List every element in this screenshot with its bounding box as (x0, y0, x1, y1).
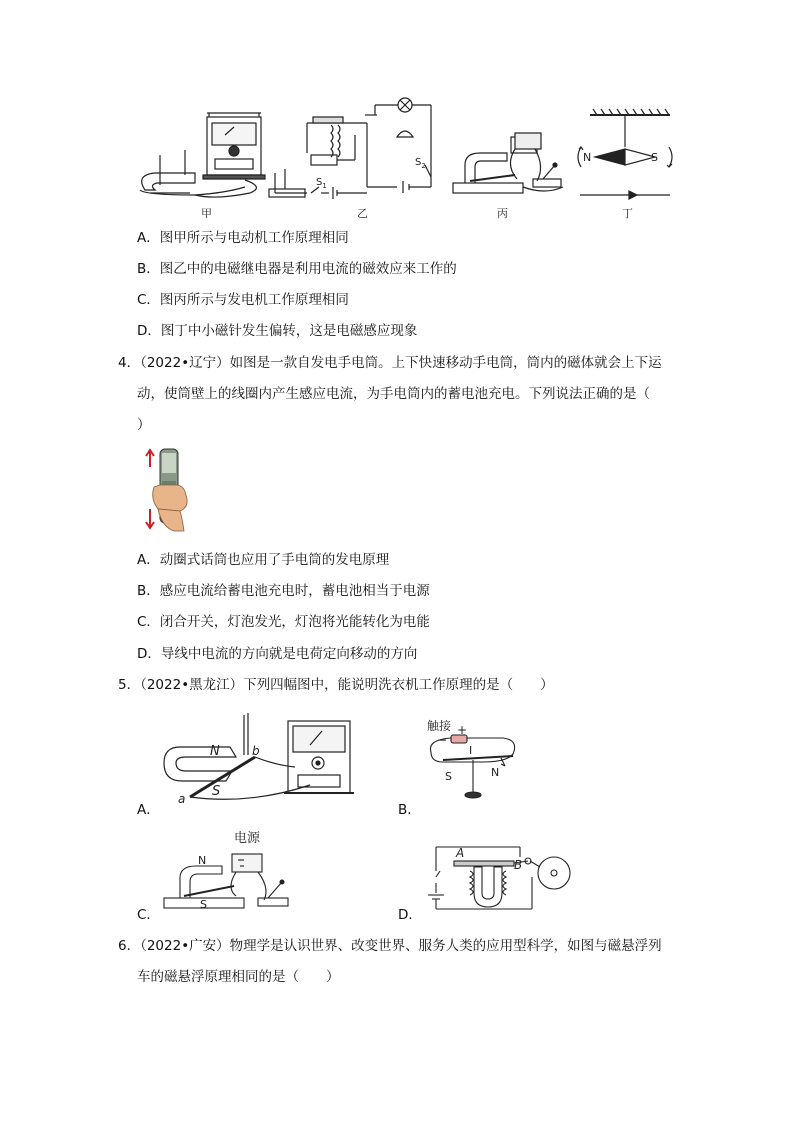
figure-label-jia: 甲 (201, 207, 212, 220)
fig-c-s-label: S (200, 898, 207, 911)
figure-label-ding: 丁 (622, 207, 633, 220)
q3-figures (135, 95, 695, 225)
compass-s-label: S (651, 151, 658, 164)
figure-bing (453, 133, 563, 193)
q4-option-a: A．动圈式话筒也应用了手电筒的发电原理 (137, 552, 390, 568)
q5-figure-a-svg (160, 705, 370, 805)
figure-yi (269, 98, 431, 199)
q6-stem-line-1: 6．（2022•广安）物理学是认识世界、改变世界、服务人类的应用型科学，如图与磁悬浮列 (118, 938, 662, 954)
q5-figure-b-svg (423, 719, 533, 802)
q4-stem-line-1: 4．（2022•辽宁）如图是一款自发电手电筒。上下快速移动手电筒，筒内的磁体就会上下运 (118, 355, 662, 371)
q5-figure-c-svg (160, 828, 300, 916)
figure-label-yi: 乙 (357, 207, 368, 220)
flashlight-hand-image (140, 447, 200, 533)
q5-figure-d-svg (420, 837, 580, 917)
fig-b-minus-label: − (437, 733, 448, 747)
fig-d-b-label: B (514, 858, 523, 872)
q3-option-d: D．图丁中小磁针发生偏转，这是电磁感应现象 (137, 323, 418, 339)
figure-jia (140, 113, 265, 197)
q5-option-c-letter: C． (137, 907, 160, 923)
fig-b-touch-label: 触接 (427, 719, 452, 733)
fig-b-n-label: N (491, 766, 500, 779)
q5-figure-a (160, 705, 370, 805)
q3-figure-row (135, 95, 695, 225)
fig-a-a-label: a (178, 792, 186, 806)
q5-figure-d (420, 837, 580, 917)
fig-c-n-label: N (198, 854, 207, 867)
q4-option-d: D．导线中电流的方向就是电荷定向移动的方向 (137, 646, 418, 662)
q5-figure-c (160, 828, 300, 916)
fig-c-power-label: 电源 (234, 831, 261, 846)
q5-option-a-letter: A． (137, 802, 160, 818)
fig-b-plus-label: + (457, 723, 468, 737)
figure-label-bing: 丙 (497, 207, 508, 220)
fig-a-n-label: N (210, 744, 220, 759)
q3-option-c: C．图丙所示与发电机工作原理相同 (137, 292, 349, 308)
q4-option-c: C．闭合开关，灯泡发光，灯泡将光能转化为电能 (137, 614, 430, 630)
fig-b-current-label: I (469, 744, 473, 757)
q3-option-a: A．图甲所示与电动机工作原理相同 (137, 230, 349, 246)
q3-option-b: B．图乙中的电磁继电器是利用电流的磁效应来工作的 (137, 261, 457, 277)
q5-figure-b (423, 719, 533, 802)
s2-label: $S_2$ (415, 157, 426, 170)
s1-label: $S_1$ (316, 177, 327, 190)
q5-option-b-letter: B． (398, 802, 421, 818)
q4-stem-line-2: 动，使筒壁上的线圈内产生感应电流，为手电筒内的蓄电池充电。下列说法正确的是（ (137, 386, 650, 402)
fig-a-b-label: b (252, 744, 260, 758)
q5-stem: 5．（2022•黑龙江）下列四幅图中，能说明洗衣机工作原理的是（ ） (118, 677, 554, 693)
q6-stem-line-2: 车的磁悬浮原理相同的是（ ） (137, 969, 340, 985)
fig-a-s-label: S (212, 784, 221, 799)
q4-stem-line-3: ） (137, 417, 151, 433)
q4-flashlight-figure (140, 447, 200, 533)
compass-n-label: N (583, 151, 592, 164)
q4-option-b: B．感应电流给蓄电池充电时，蓄电池相当于电源 (137, 583, 430, 599)
q5-option-d-letter: D． (398, 907, 422, 923)
fig-b-s-label: S (445, 770, 452, 783)
fig-d-a-label: A (456, 846, 465, 860)
